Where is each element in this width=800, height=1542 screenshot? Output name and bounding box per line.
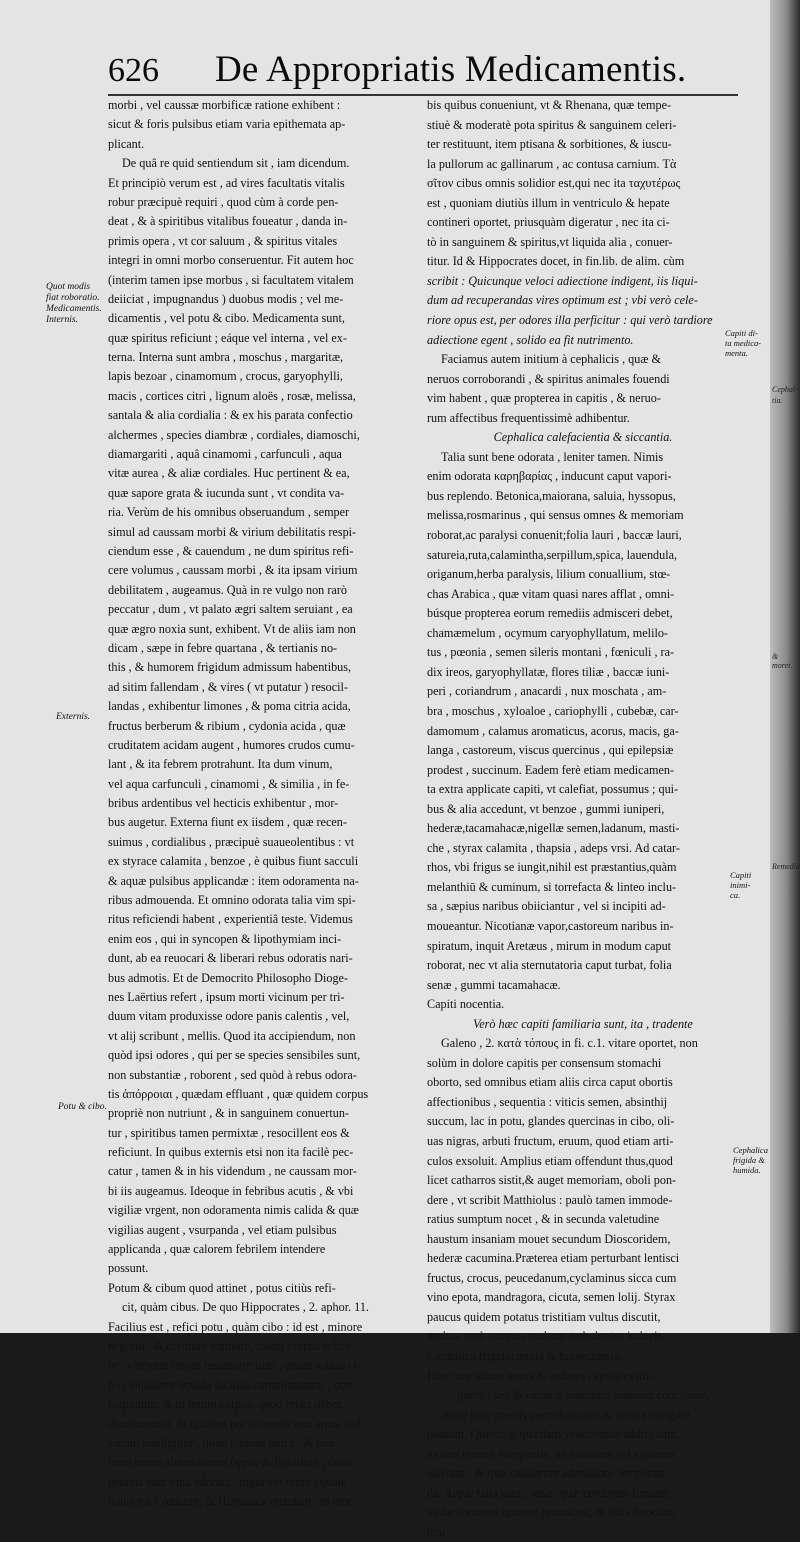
text-line: bis quibus conueniunt, vt & Rhenana, quæ tempe- — [427, 98, 672, 112]
text-line: diamargariti , aquâ cinamomi , carfunculi , aqua — [108, 447, 342, 462]
text-line: stiuè & moderatè pota spiritus & sanguinem celeri- — [427, 117, 677, 132]
text-line: quæ sapore grata & iucunda sunt , vt condita va- — [108, 485, 345, 500]
text-line: this , & humorem frigidum admissum habentibus, — [108, 660, 352, 675]
text-line: integri in omni morbo conseruentur. Fit autem hoc — [108, 253, 354, 268]
text-line: tò in sanguinem & spiritus,vt liquida alia , conuer- — [427, 234, 673, 249]
text-line: peri , coriandrum , anacardi , nux moschata , am- — [427, 684, 667, 699]
text-line: robur præcipuè requiri , quod cùm à corde pen- — [108, 194, 339, 209]
text-line: affectionibus , sequentia : viticis semen, absinthij — [427, 1094, 668, 1109]
text-line: vt alij scribunt , mellis. Quod ita accipiendum, non — [108, 1028, 356, 1043]
text-line: alchermes , species diambræ , cordiales, diamoschi, — [108, 427, 360, 442]
text-line: bus admotis. Et de Democrito Philosopho Dioge- — [108, 970, 349, 985]
text-line: σῖτον cibus omnis solidior est,qui nec ita ταχυτέρως — [427, 176, 681, 191]
text-line: propriè non nutriunt , & in sanguinem conuertun- — [108, 1106, 349, 1121]
text-line: búsque propterea eorum remediis admisceri debet, — [427, 606, 673, 621]
text-line: quæ spiritus reficiunt ; eáque vel interna , vel ex- — [108, 330, 347, 345]
text-line: hederæ cacumina.Præterea etiam perturbant lentisci — [427, 1251, 680, 1266]
text-line: catur , tamen & in his videndum , ne caussam mor- — [108, 1164, 357, 1179]
text-line: Verò hæc capiti familiaria sunt, ita , tradente — [473, 1016, 693, 1031]
text-line: prodest , succinum. Eadem ferè etiam medicamen- — [427, 762, 675, 777]
margin-note-cephalica-frigida — [733, 1145, 768, 1175]
text-line: dum ad recuperandas vires optimum est ; vbi verò cele- — [427, 293, 698, 308]
text-line: chamæmelum , ocymum caryophyllatum, melilo- — [427, 625, 668, 640]
text-line: da. Atque talia sunt , rosæ, quæ cerebrum firmant; — [427, 1485, 672, 1500]
margin-note-line: Externis. — [56, 712, 91, 722]
text-line: generis sunt vina odorata , nigra vel rubra , quale — [108, 1474, 347, 1489]
text-line: reficiunt. In quibus externis etsi non ita facilè pec- — [108, 1145, 354, 1160]
binding-edge — [770, 0, 800, 1333]
left-text-column — [108, 96, 420, 1512]
text-line: deat , & à spiritibus vitalibus foueatur , danda in- — [108, 214, 348, 229]
text-line: dere , vt scribit Matthiolus : paulò tamen immode- — [427, 1192, 673, 1207]
text-line: bo ; siquidem liquida faciliùs comminuuntur , con- — [108, 1377, 356, 1392]
text-line: ea non temerè vsurpanda, ne insaniam vel saporem — [427, 1446, 676, 1461]
margin-note-line: humida. — [733, 1165, 761, 1175]
text-line: dix ireos, garyophyllatæ, flores tiliæ , baccæ iuni- — [427, 664, 670, 679]
margin-note-line: Potu & cibo. — [58, 1102, 107, 1112]
text-line: hederæ,tacamahacæ,nigellæ semen,ladanum, masti- — [427, 821, 680, 836]
margin-note-line: Internis. — [46, 315, 78, 325]
text-line: duum vitam produxisse odore panis calentis , vel, — [108, 1009, 350, 1024]
text-line: la pullorum ac gallinarum , ac contusa carnium. Τὰ — [427, 156, 677, 171]
text-line: non substantiæ , roborent , sed quòd à rebus odora- — [108, 1067, 357, 1082]
edge-mark-cephal: Cephal- — [772, 385, 798, 394]
text-line: peccatur , dum , vt palato ægri saltem seruiant , ea — [108, 602, 353, 617]
text-line: ad sitim fallendam , & vires ( vt putatur ) resocil- — [108, 679, 348, 694]
text-line: paucus quidem potatus tristitiam vultus discutit, — [427, 1309, 661, 1324]
text-line: fructus berberum & ribium , cydonia acida , quæ — [108, 718, 346, 733]
text-line: oborto, sed omnibus etiam aliis circa caput obortis — [427, 1075, 673, 1090]
text-line: distribuuntur. Et quidem per τὸ ποτὸν non aqua, sed — [108, 1416, 361, 1431]
text-line: macis , cortices citri , lignum aloës , rosæ, melissa, — [108, 388, 356, 403]
page-number: 626 — [108, 52, 159, 89]
text-line: titur. Id & Hippocrates docet, in fin.lib. de alim. cùm — [427, 254, 685, 269]
margin-note-potu-cibo — [58, 1102, 107, 1113]
text-line: bus replendo. Betonica,maiorana, saluia, hyssopus, — [427, 488, 676, 503]
text-line: multus verò somnos multum turbulentos inducit. — [427, 1329, 664, 1344]
text-line: terea omne alimentorum ὑγρὸν & liquidum , cuius — [108, 1455, 354, 1470]
text-line: lapis bezoar , cinamomum , crocus, garyophylli, — [108, 369, 343, 384]
text-line: suimus , cordialibus , præcipuè suaueolentibus : vt — [108, 834, 355, 849]
text-line: vel aqua carfunculi , cinamomi , & similia , in fe- — [108, 776, 350, 791]
text-line: Et principiò verum est , ad vires facultatis vitalis — [108, 175, 345, 190]
text-line: moueantur. Nicotianæ vapor,castoreum naribus in- — [427, 918, 674, 933]
text-line: cere volumus , caussam morbi , & ita ipsam virium — [108, 563, 358, 578]
text-line: santala & alia cordialia : & ex his parata confectio — [108, 408, 353, 423]
text-line: nes Laërtius refert , ipsum morti vicinum per tri- — [108, 989, 345, 1004]
text-line: bus & alia accedunt, vt benzoe , gummi iuniperi, — [427, 801, 665, 816]
margin-note-line: Capiti inimi- — [730, 870, 752, 890]
text-line: vino epota, mandragora, cicuta, semen lolij. Styrax — [427, 1290, 676, 1305]
margin-note-line: ta medica- — [725, 338, 762, 348]
text-line: Cephalica frigefacientia & humectantia. — [427, 1349, 622, 1363]
text-line: enim odorata καρηβαρίας , inducunt caput vapori- — [427, 469, 672, 484]
text-line: atque hinc mentis perturbationes,& deliria mitigare — [441, 1407, 691, 1422]
text-line: ratius sumptum nocet , & in secunda valetudine — [427, 1212, 660, 1227]
text-line: succum, lac in potu, glandes quercinas in cibo, oli- — [427, 1114, 675, 1129]
text-line: Hæc non solum æstus & ardores capitis exstin- — [427, 1368, 657, 1383]
text-line: tur , spiritibus tamen permixtæ , resocillent eos & — [108, 1125, 350, 1140]
text-line: primis opera , vt cor saluum , & spiritus vitales — [108, 233, 338, 248]
margin-note-capiti-inimica — [730, 870, 770, 900]
text-line: leni — [427, 1524, 446, 1539]
text-line: dicam , sæpe in febre quartana , & tertianis no- — [108, 640, 338, 655]
text-line: quòd ipsi odores , qui per se species sensibiles sunt, — [108, 1048, 361, 1063]
text-line: vinum intelligitur , quod pleniùs nutrit , & præ- — [108, 1435, 339, 1450]
text-line: bi iis augeamus. Ideoque in febribus acutis , & vbi — [108, 1183, 354, 1198]
margin-note-line: Capiti di- — [725, 328, 758, 338]
text-line: inferant , & ipsa calidorum admistione temperan- — [427, 1466, 668, 1481]
text-line: damomum , calamus aromaticus, acorus, macis, ga- — [427, 723, 679, 738]
text-line: re , virésque lapsas restaurare licet , quam solido ci- — [108, 1358, 361, 1373]
margin-note-quot-modis — [46, 282, 102, 326]
text-line: Cephalica calefacientia & siccantia. — [493, 430, 673, 445]
margin-note-line: ca. — [730, 890, 741, 900]
text-line: Talia sunt bene odorata , leniter tamen. Nimis — [441, 449, 664, 464]
right-text-column — [427, 96, 739, 1542]
text-line: melanthiū & cuminum, si torrefacta & linteo inclu- — [427, 879, 677, 894]
margin-note-capiti-dicata — [725, 328, 761, 358]
text-line: solùm in dolore capitis per consensum stomachi — [427, 1055, 662, 1070]
text-line: haustum insaniam mouet secundum Dioscoridem, — [427, 1231, 671, 1246]
text-line: neruos corroborandi , & spiritus animales fouendi — [427, 371, 670, 386]
margin-note-line: Cephalica — [733, 1145, 768, 1155]
margin-note-line: menta. — [725, 348, 748, 358]
text-line: spiratum, inquit Aretæus , mirum in modum caput — [427, 938, 672, 953]
text-line: terna. Interna sunt ambra , moschus , margaritæ, — [108, 350, 343, 365]
text-line: origanum,herba paralysis, lilium conuallium, stœ- — [427, 567, 671, 582]
text-line: lant , & ita febrem protrahunt. Ita dum vinum, — [108, 757, 333, 772]
text-line: Capiti nocentia. — [427, 997, 505, 1012]
text-line: guere , sed & vaporis suauitate somnum conciliare, — [457, 1388, 709, 1403]
text-line: bus augetur. Externa fiunt ex iisdem , quæ recen- — [108, 815, 347, 830]
text-line: applicanda , quæ calorem febrilem intendere — [108, 1242, 326, 1257]
text-line: morbi , vel caussæ morbificæ ratione exhibent : — [108, 98, 341, 112]
text-line: possunt. — [108, 1261, 149, 1276]
text-line: langa , castoreum, viscus quercinus , qui epilepsiæ — [427, 743, 674, 758]
text-line: cruditatem acidam augent , humores crudos cumu- — [108, 737, 355, 752]
text-line: cit, quàm cibus. De quo Hippocrates , 2. aphor. 11. — [122, 1300, 369, 1315]
text-line: vigiliæ vrgent, non odoramenta nimis calida & quæ — [108, 1203, 359, 1218]
margin-note-line: fiat roboratio. — [46, 293, 100, 303]
text-line: ter restituunt, item ptisana & sorbitiones, & iuscu- — [427, 137, 672, 152]
text-line: vigilias augent , vsurpanda , vel etiam pulsibus — [108, 1222, 337, 1237]
margin-note-line: Medicamentis. — [46, 304, 102, 314]
text-line: ta extra applicate capiti, vt calefiat, possumus ; qui- — [427, 782, 679, 797]
text-line: roborat, nec vt alia sternutatoria caput turbat, folia — [427, 958, 672, 973]
text-line: bribus ardentibus vel hecticis exhibentur , mor- — [108, 796, 339, 811]
text-line: licet catharros sistit,& auget memoriam, oboli pon- — [427, 1173, 677, 1188]
text-line: melissa,rosmarinus , qui sensus omnes & memoriam — [427, 508, 684, 523]
margin-note-line: frigida & — [733, 1155, 765, 1165]
text-line: ribus admouenda. Et omnino odorata talia vim spi- — [108, 893, 356, 908]
text-line: possunt. Quibus si quædam vehementia addita sunt, — [427, 1427, 680, 1442]
text-line: chas Arabica , quæ vitam quasi nares afflat , omni- — [427, 586, 675, 601]
text-line: est , quoniam diutiùs illum in ventriculo & hepate — [427, 195, 670, 210]
text-line: (interim tamen ipse morbus , si facultatem vitalem — [108, 272, 354, 287]
edge-mark-remedia: Remedia — [772, 862, 800, 871]
text-line: negotio , & breuiore tempore, totum corpus refice- — [108, 1339, 355, 1353]
text-line: De quâ re quid sentiendum sit , iam dicendum. — [122, 156, 350, 171]
text-line: deiiciat , impugnandus ) duobus modis ; vel me- — [108, 291, 344, 306]
running-title: De Appropriatis Medicamentis. — [215, 49, 687, 90]
margin-note-externis — [56, 712, 90, 723]
text-line: dunt, ab ea reuocari & liberari rebus odoratis nari- — [108, 951, 353, 966]
text-line: adiectione egent , solido ea fit nutrimento. — [427, 332, 634, 347]
margin-note-line: Quot modis — [46, 282, 91, 292]
text-line: rhos, vbi frigus se iungit,nihil est præstantius,quàm — [427, 860, 677, 875]
text-line: bra , moschus , xyloaloe , cariophylli , cubebæ, car- — [427, 703, 679, 718]
text-line: rum affectibus frequentissimè adhibentur. — [427, 410, 630, 425]
text-line: enim eos , qui in syncopen & lipothymiam inci- — [108, 931, 342, 946]
text-line: tus , pœonia , semen sileris montani , fœniculi , ra- — [427, 645, 675, 660]
text-line: dicamentis , vel potu & cibo. Medicamenta sunt, — [108, 311, 345, 326]
text-line: landas , exhibentur limones , & poma citria acida, — [108, 699, 351, 714]
edge-mark-moret: & moret. — [772, 652, 793, 670]
text-line: culos exsoluit. Amplius etiam offendunt thus,quod — [427, 1153, 673, 1168]
edge-mark-tia: tia. — [772, 396, 783, 405]
text-line: debilitatem , augeamus. Quà in re vulgo non rarò — [108, 582, 347, 597]
text-line: quæ ægro noxia sunt, exhibent. Vt de aliis iam non — [108, 621, 356, 636]
text-line: sa , sæpius naribus obiiciantur , vel si incipiti ad- — [427, 899, 666, 914]
text-line: Galeno , 2. κατὰ τόπους in fi. c.1. vitare oportet, non — [441, 1036, 698, 1051]
text-line: ex styrace calamita , benzoe , è quibus fiunt sacculi — [108, 854, 359, 869]
text-line: fructus, crocus, peucedanum,cyclaminus sicca cum — [427, 1270, 677, 1285]
text-line: senæ , gummi tacamahacæ. — [427, 977, 561, 992]
text-line: vim habent , quæ propterea in capitis , & neruo- — [427, 391, 661, 406]
text-line: riore opus est, per odores illa perficitur : qui verò tardiore — [427, 313, 713, 328]
text-line: che , styrax calamita , thapsia , adeps vrsi. Ad catar- — [427, 840, 680, 855]
text-line: ritus reficiendi habent , experientiâ teste. Videmus — [108, 912, 353, 927]
text-line: plicant. — [108, 136, 145, 151]
text-line: tis ἀπόρροιαι , quædam effluant , quæ quidem corpus — [108, 1086, 369, 1101]
text-line: coquuntur, & in totum corpus, quod refici debet, — [108, 1397, 344, 1412]
text-line: Facilius est , refici potu , quàm cibo : id est , minore — [108, 1319, 363, 1334]
text-line: violæ somnum quoque prouocant, & bilis ferociam — [427, 1505, 676, 1520]
text-line: sicut & foris pulsibus etiam varia epithemata ap- — [108, 117, 346, 132]
text-line: scribit : Quicunque veloci adiectione indigent, iis liqui- — [427, 273, 698, 288]
text-line: Faciamus autem initium à cephalicis , quæ & — [441, 352, 662, 367]
text-line: ria. Verùm de his omnibus obseruandum , semper — [108, 505, 350, 520]
text-line: simul ad caussam morbi & virium debilitatis respi- — [108, 524, 357, 539]
text-line: ciendum esse , & cauendum , ne dum spiritus refi- — [108, 543, 354, 558]
text-line: & aquæ pulsibus applicandæ : item odoramenta na- — [108, 873, 359, 888]
text-line: vitæ aurea , & aliæ cordiales. Huc pertinent & ea, — [108, 466, 350, 481]
text-line: satureia,ruta,calamintha,serpillum,spica, lauendula, — [427, 547, 678, 562]
text-line: uas nigras, arbuti fructum, eruum, quod etiam arti- — [427, 1133, 674, 1148]
text-line: roborat,ac paralysi conuenit;folia lauri , baccæ lauri, — [427, 528, 682, 543]
text-line: nobis est Creticum, & Hispanica quædam , in mor- — [108, 1494, 357, 1509]
text-line: contineri oportet, priusquàm digeratur , nec ita ci- — [427, 215, 670, 230]
text-line: Potum & cibum quod attinet , potus citiùs refi- — [108, 1280, 336, 1295]
